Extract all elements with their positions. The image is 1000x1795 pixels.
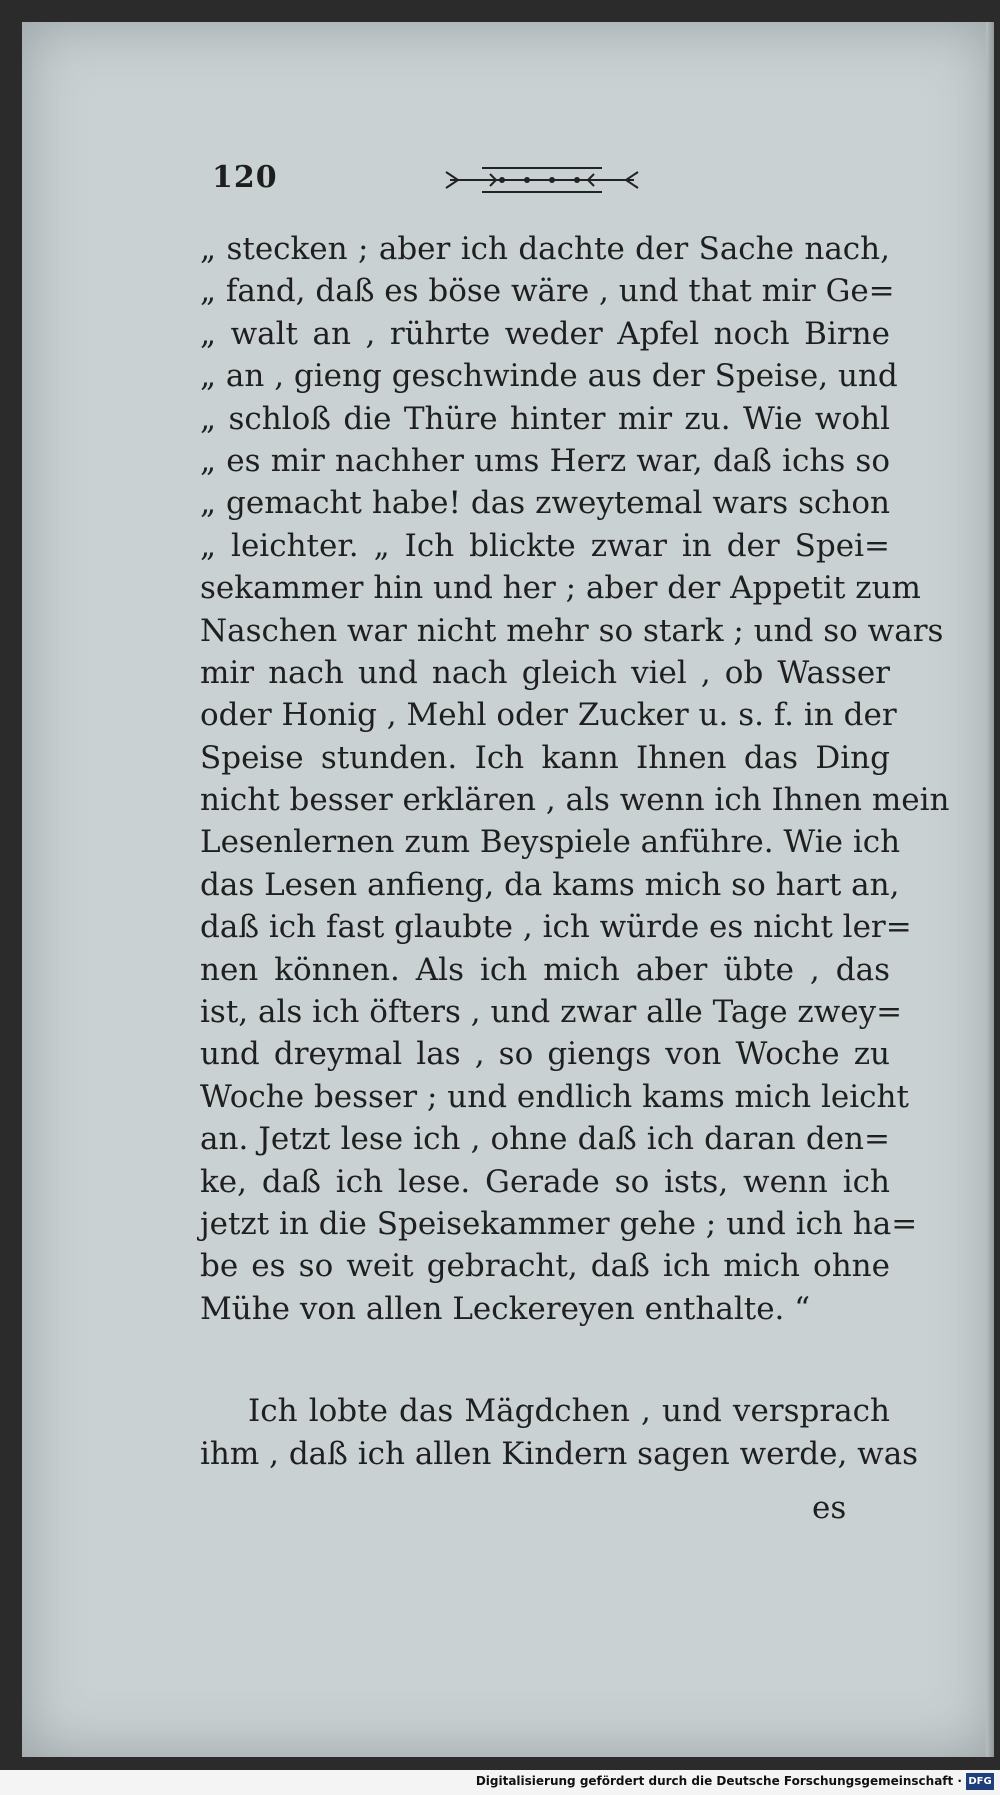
text-line: daß ich fast glaubte , ich würde es nicht ler= (200, 909, 912, 946)
text-line: Ich lobte das Mägdchen , und versprach (248, 1393, 890, 1430)
text-line: mir nach und nach gleich viel , ob Wasser (200, 654, 890, 691)
text-line: ist, als ich öfters , und zwar alle Tage zwey= (200, 994, 903, 1031)
text-line: „ fand, daß es böse wäre , und that mir Ge= (200, 273, 895, 310)
catchword: es (812, 1490, 847, 1526)
text-line: Mühe von allen Leckereyen enthalte. “ (200, 1290, 811, 1327)
page-number: 120 (212, 160, 278, 195)
ornament-icon (442, 160, 642, 200)
page-header (212, 160, 852, 210)
text-line: Lesenlernen zum Beyspiele anführe. Wie ich (200, 824, 901, 861)
dfg-logo-icon: DFG (966, 1773, 994, 1790)
text-line: oder Honig , Mehl oder Zucker u. s. f. in der (200, 697, 897, 734)
digitization-footer (0, 1770, 1000, 1795)
text-line: jetzt in die Speisekammer gehe ; und ich ha= (200, 1205, 918, 1242)
footer-credit: Digitalisierung gefördert durch die Deutsche Forschungsgemeinschaft · (475, 1774, 962, 1788)
text-line: „ leichter. „ Ich blickte zwar in der Spei= (200, 527, 890, 564)
text-line: an. Jetzt lese ich , ohne daß ich daran den= (200, 1121, 890, 1158)
text-line: nen können. Als ich mich aber übte , das (200, 951, 890, 988)
text-line: das Lesen anfieng, da kams mich so hart an, (200, 866, 900, 903)
text-line: „ an , gieng geschwinde aus der Speise, und (200, 358, 898, 395)
text-line: „ gemacht habe! das zweytemal wars schon (200, 485, 890, 522)
text-line: „ schloß die Thüre hinter mir zu. Wie wohl (200, 400, 890, 437)
text-line: be es so weit gebracht, daß ich mich ohne (200, 1248, 890, 1285)
text-line: Naschen war nicht mehr so stark ; und so wars (200, 612, 944, 649)
text-line: „ stecken ; aber ich dachte der Sache nach, (200, 231, 890, 267)
text-line: sekammer hin und her ; aber der Appetit zum (200, 570, 921, 607)
text-line: und dreymal las , so giengs von Woche zu (200, 1036, 890, 1073)
paragraph-gap (200, 1330, 890, 1390)
text-line: „ es mir nachher ums Herz war, daß ichs so (200, 442, 890, 479)
body-text (200, 228, 950, 1475)
text-line: ke, daß ich lese. Gerade so ists, wenn ich (200, 1163, 890, 1200)
text-line: Speise stunden. Ich kann Ihnen das Ding (200, 739, 890, 776)
text-line: Woche besser ; und endlich kams mich leicht (200, 1078, 909, 1115)
text-line: ihm , daß ich allen Kindern sagen werde, was (200, 1435, 919, 1472)
text-line: nicht besser erklären , als wenn ich Ihnen mein (200, 782, 950, 819)
text-line: „ walt an , rührte weder Apfel noch Birne (200, 315, 890, 352)
page-edge (986, 22, 994, 1757)
